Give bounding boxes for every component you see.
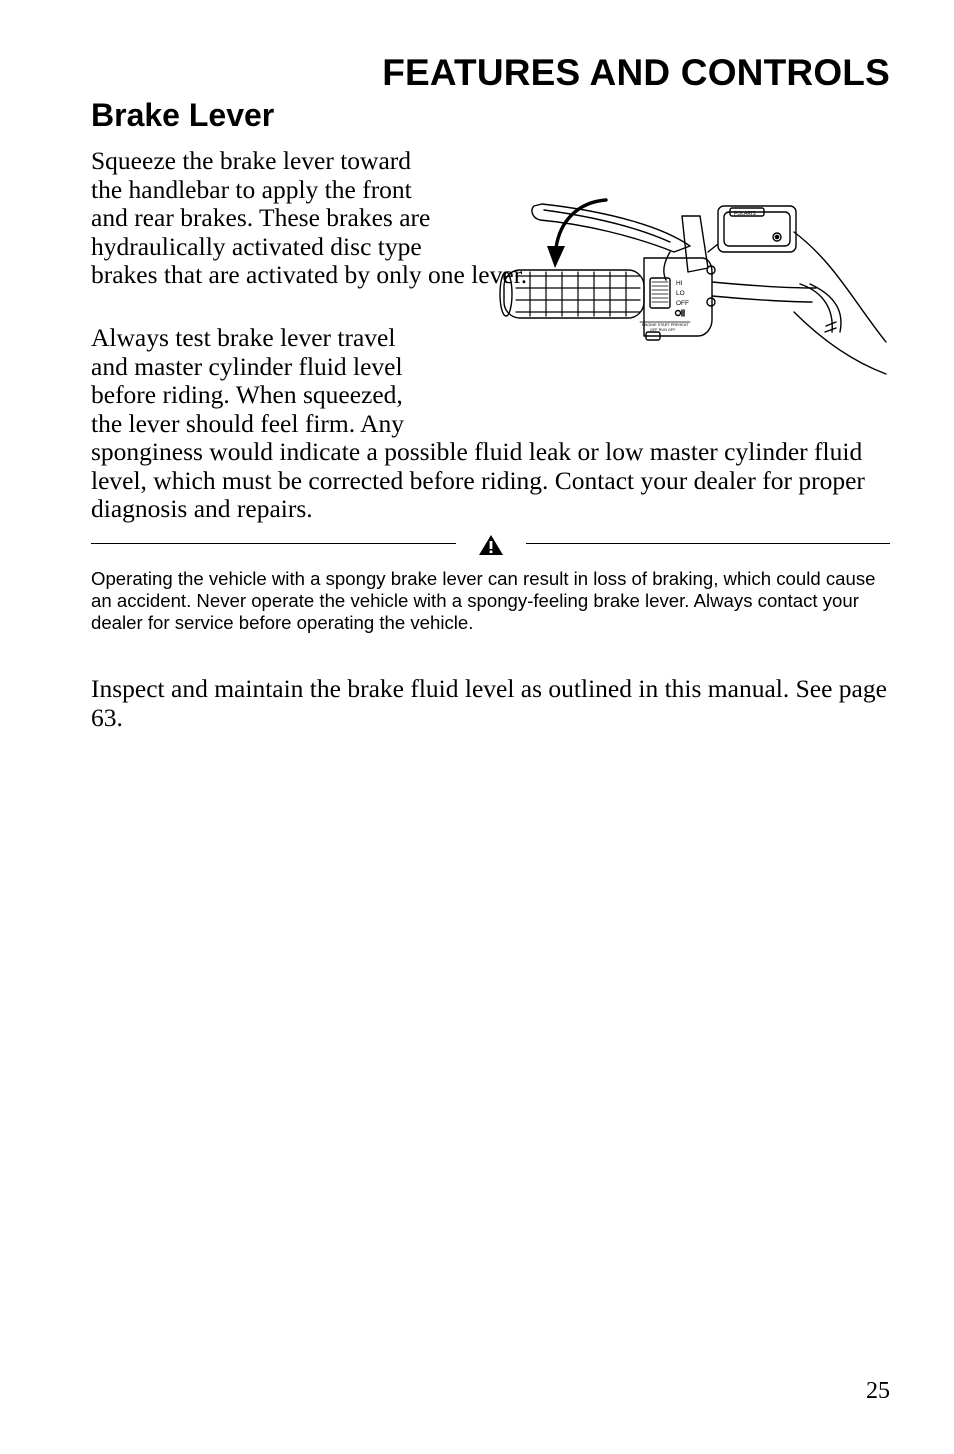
engine-switch-positions: OFF RUN OFF bbox=[650, 328, 676, 332]
paragraph-squeeze-text: Squeeze the brake lever toward the handlebar to apply the front and rear brakes. These brakes are hydraulically activated disc type brakes that are activated by only one lever. bbox=[91, 146, 528, 289]
engine-switch-label: ENGINE START PREHEAT bbox=[642, 323, 689, 327]
section-title: FEATURES AND CONTROLS bbox=[382, 52, 890, 93]
hand-grip bbox=[504, 270, 644, 318]
page-number: 25 bbox=[866, 1378, 890, 1404]
paragraph-test-text: Always test brake lever travel and master cylinder fluid level before riding. When squeezed, the lever should feel firm. Any sponginess would indicate a possible fluid leak or low master cylinder fluid level, which must be corrected before riding. Contact your dealer for proper diagnosis and repairs. bbox=[91, 323, 865, 523]
brake-lever-illustration bbox=[494, 192, 890, 382]
handlebar bbox=[712, 282, 816, 288]
brake-lever-heading: Brake Lever bbox=[91, 97, 275, 133]
warning-triangle-icon bbox=[478, 534, 504, 556]
headlight-icon bbox=[676, 311, 681, 316]
switch-label-lo: LO bbox=[676, 290, 685, 297]
warning-rule-right bbox=[526, 543, 890, 544]
switch-label-hi: HI bbox=[676, 280, 683, 287]
switch-label-off: OFF bbox=[676, 300, 689, 307]
paragraph-inspect: Inspect and maintain the brake fluid level as outlined in this manual. See page 63. bbox=[91, 674, 887, 732]
warning-rule-left bbox=[91, 543, 456, 544]
warning-text: Operating the vehicle with a spongy brake lever can result in loss of braking, which could cause an accident. Never operate the vehicle with a spongy-feeling brake lever. Always contact your dealer for service before operating the vehicle. bbox=[91, 568, 876, 633]
brand-label: POLARIS bbox=[734, 211, 756, 217]
arrow-head-icon bbox=[547, 246, 565, 268]
